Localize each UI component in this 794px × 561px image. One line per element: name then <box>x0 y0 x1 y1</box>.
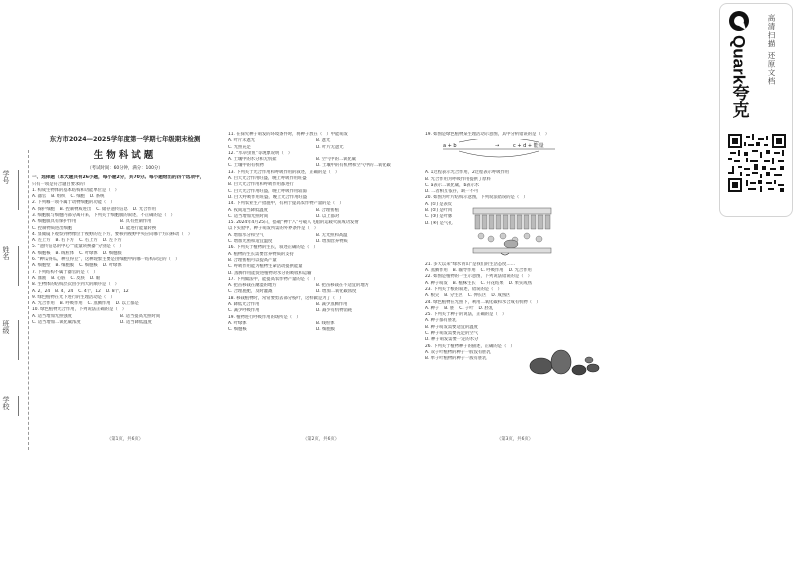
question-8: 8. 生物体的结构层次由小到大的顺序是（ ） <box>32 282 120 288</box>
question-5: 5. “遗传信息的中心”“能量转换器”分别是（ ） <box>32 244 124 250</box>
option: B. 胚 <box>444 305 455 311</box>
binding-label-student-id: 学号 <box>2 170 10 184</box>
option: D. 眼 <box>89 275 101 281</box>
options-11b <box>228 145 414 151</box>
option: A. 叶片未遮光 <box>228 138 256 144</box>
question-16: 16. 下列关于植物的生长，叙述正确的是（ ） <box>228 245 318 251</box>
options-18b <box>228 308 414 314</box>
option: D. 细胞膜 <box>102 250 122 256</box>
option: D. 二者相互依存，缺一不可 <box>425 189 479 195</box>
exam-subject-title: 生物科试题 <box>93 150 157 161</box>
question-19: 19. 植物进行呼吸作用的场所是（ ） <box>228 314 301 320</box>
option: B. 适当提高光照时间 <box>120 313 161 319</box>
option: C. 细胞核 <box>79 263 98 269</box>
quark-brand <box>724 10 754 120</box>
option: D. 增加营养物质 <box>316 239 348 245</box>
quark-slogan: 高清扫描 还原文档 <box>767 14 776 86</box>
option: C. [③] 是叶脉 <box>425 214 453 220</box>
question-15: 15. 2024年4月25日，搭载“神十八”号载人飞船的运载火箭成功发射 <box>228 220 359 226</box>
option: C. 呼吸作用能为植物生命活动提供能量 <box>228 264 303 270</box>
option: D. 以上都对 <box>316 213 340 219</box>
option: D. 光合作用 <box>132 206 157 212</box>
leaf-vein <box>504 240 518 248</box>
option: C. 叶绿体 <box>79 250 98 256</box>
option: A. 叶绿体 <box>228 320 247 326</box>
option: C. 适当增加光照时间 <box>228 213 269 219</box>
option: C. 种子萌发需要充足的空气 <box>425 331 478 337</box>
option: A. 把苗移栽在潮湿的地方 <box>228 283 277 289</box>
option: C. 增加光照和适宜温度 <box>228 239 273 245</box>
leaf-lower-epidermis <box>473 248 551 253</box>
option: D. 以上都是 <box>115 301 139 307</box>
option: C. 皮肤 <box>70 275 85 281</box>
option: B. 植株生长 <box>452 280 476 286</box>
option: C. 开花结果 <box>480 280 504 286</box>
quark-scanner-badge <box>719 3 793 217</box>
option: B. 遮光 <box>316 138 331 144</box>
page-footer: （第1页，共6页） <box>106 437 144 442</box>
option: C. 合理施肥，及时灌溉 <box>228 289 273 295</box>
option: D. 8个，12 <box>105 288 129 294</box>
section-note: 只有一项是符合题目要求的） <box>32 181 88 187</box>
question-10: 10. 绿色植物光合作用，下列说法正确的是（ ） <box>32 307 127 313</box>
binding-strip <box>0 150 34 420</box>
option: D. 左下方 <box>102 238 122 244</box>
option: A. 蒸腾作用 <box>425 268 448 274</box>
quark-brand-name: Quark夸克 <box>729 35 749 119</box>
option: B. 细胞膜 <box>55 263 75 269</box>
question-24: 24. 绿色植物在光照下，利用二氧化碳和水合成有机物（ ） <box>425 299 541 305</box>
binding-label-school: 学校 <box>2 396 10 410</box>
option: A. 光合作用 <box>32 301 55 307</box>
option: B. [②] 是叶肉 <box>425 208 453 214</box>
diagram-curve <box>459 139 539 142</box>
option: A. 植物的生长需要营养物质的支持 <box>228 251 294 257</box>
option: A. 2，24 <box>32 288 51 294</box>
page-column-3 <box>425 126 605 446</box>
page-footer: （第2页，共6页） <box>302 437 340 442</box>
question-23: 23. 下列关于根的叙述，错误的是（ ） <box>425 286 502 292</box>
binding-line <box>18 320 19 360</box>
exam-meta: （考试时间：60分钟，满分：100分） <box>87 166 163 171</box>
page-footer: （第3页，共6页） <box>496 437 534 442</box>
option: C. 白天光合作用旺盛，晚上呼吸作用较弱 <box>228 188 307 194</box>
option: D. 果实成熟 <box>508 280 532 286</box>
option: B. 减少蒸腾作用 <box>316 302 348 308</box>
qr-code-icon <box>728 134 786 192</box>
options-19b <box>228 327 414 333</box>
option: B. 4，24 <box>55 288 74 294</box>
option: B. 组织 <box>51 194 66 200</box>
quark-logo-icon <box>728 10 750 32</box>
option: B. 单子叶植物的种子一般有胚乳 <box>425 356 487 362</box>
option: A. 血液 <box>32 275 47 281</box>
option: B. 线粒体 <box>55 250 75 256</box>
options-3b <box>32 226 218 232</box>
question-13: 13. 下列关于光合作用和呼吸作用的叙述，正确的是（ ） <box>228 169 340 175</box>
option: B. 心脏 <box>51 275 66 281</box>
option: A. [①] 是表皮 <box>425 201 453 207</box>
option: B. 控制物质进出 <box>59 206 92 212</box>
option: D. 叶片无遮光 <box>316 144 344 150</box>
option: B. 线粒体 <box>316 320 335 326</box>
option: A. 增加水分和空气 <box>228 232 264 238</box>
option: C. 4个，12 <box>78 288 101 294</box>
option: A. 根尖 <box>425 293 440 299</box>
leaf-palisade <box>475 215 550 229</box>
option: A. 种子萌发 <box>425 280 448 286</box>
option: A. 种子 <box>425 305 440 311</box>
option: C. 蒸腾作用 <box>87 301 111 307</box>
option: A. 土壤中的水分和无机盐 <box>228 157 277 163</box>
exam-header: 东方市2024—2025学年度第一学期七年级期末检测 <box>49 135 201 143</box>
option: A. 白天光合作用旺盛，晚上呼吸作用旺盛 <box>228 176 307 182</box>
page-column-1 <box>32 126 218 446</box>
question-3: 3. 细胞膜与细胞内部分离开来，下列关于细胞膜的叙述，不正确的是（ ） <box>32 212 175 218</box>
question-22: 22. 如图是植物的一生示意图，下列说法错误的是（ ） <box>425 274 533 280</box>
option: D. 叶绿体 <box>102 263 122 269</box>
question-14: 14. 下列农业生产措施中，有利于提高农作物产量的是（ ） <box>228 201 344 207</box>
option: A. 双子叶植物的种子一般没有胚乳 <box>425 349 491 355</box>
option: C. 伸长区 <box>467 293 487 299</box>
leaf-cross-section-figure <box>471 204 553 260</box>
option: B. 分生区 <box>444 293 463 299</box>
option: C. 细胞核 <box>228 327 247 333</box>
question-19b: 19. 如图是绿色植物某生理活动示意图，其中分析错误的是（ ） <box>425 132 550 137</box>
seed-shape <box>551 350 571 374</box>
page-column-2 <box>228 126 414 446</box>
leaf-upper-epidermis <box>473 208 551 214</box>
option: A. 夜间适当降低温度 <box>228 207 268 213</box>
option: D. 光合作用 <box>508 268 532 274</box>
option: D. 能进行能量转换 <box>120 225 157 231</box>
option: D. 种子萌发需要一定的水分 <box>425 337 479 343</box>
option: A. 左上方 <box>32 238 51 244</box>
option: C. 子叶 <box>459 305 474 311</box>
photosynthesis-diagram <box>439 139 559 165</box>
options-10b <box>32 320 218 326</box>
option: A. 器官 <box>32 194 47 200</box>
option: B. 具有控制作用 <box>120 219 152 225</box>
question-20-options <box>425 202 455 227</box>
question-2: 2. 下列哪一项不属于动物细胞的功能（ ） <box>32 200 115 206</box>
option: B. 空气中的二氧化碳 <box>316 157 357 163</box>
options-17b <box>228 289 414 295</box>
option: D. 土壤中的有机物和空气中的二氧化碳 <box>316 163 391 169</box>
option: B. 呼吸作用 <box>59 301 83 307</box>
diagram-arrow: → <box>495 143 500 150</box>
option: A. 种子都有胚乳 <box>425 318 457 324</box>
question-20: 20. 如图为叶片结构示意图，下列说法错误的是（ ） <box>425 195 528 201</box>
section-heading: 一、选择题（本大题共有26小题，每小题2分，共70分。每小题给出的四个选项中， <box>32 175 205 180</box>
seed-shape <box>585 357 593 363</box>
question-7: 7. 下列结构不属于器官的是（ ） <box>32 269 98 275</box>
option: C. 呼吸作用 <box>480 268 504 274</box>
option: D. 细胞膜 <box>316 327 335 333</box>
options-12b <box>228 163 414 169</box>
question-11: 11. 在探究种子萌发的环境条件时，将种子放在（ ）中能萌发 <box>228 132 348 137</box>
question-25: 25. 下列关于种子的说法，正确的是（ ） <box>425 312 507 318</box>
option: C. 储存遗传信息 <box>96 206 128 212</box>
option: C. 土壤中的有机物 <box>228 163 264 169</box>
option: C. 细胞 <box>70 194 85 200</box>
diagram-products: c + d + 能量 <box>513 143 544 150</box>
option: C. 右上方 <box>79 238 98 244</box>
option: A. 1过程表示光合作用，2过程表示呼吸作用 <box>425 170 510 176</box>
option: B. 右下方 <box>55 238 75 244</box>
option: A. 细胞壁 <box>32 263 51 269</box>
question-18: 18. 移栽植物时，常常要剪去部分枝叶，这样做是为了（ ） <box>228 295 344 301</box>
option: A. 细胞核 <box>32 250 51 256</box>
option: A. 降低光合作用 <box>228 302 260 308</box>
seeds-figure <box>527 346 603 382</box>
question-12: 12. “水草虫鱼”等现象说明（ ） <box>228 150 293 156</box>
option: C. 控制物质进出细胞 <box>32 225 73 231</box>
binding-line <box>18 170 19 210</box>
option: B. 光合作用为呼吸作用提供了原料 <box>425 176 491 182</box>
option: C. 适当增加二氧化碳浓度 <box>32 320 81 326</box>
option: A. 适当增加光照强度 <box>32 313 72 319</box>
exam-sheet <box>32 126 598 446</box>
option: C. a表示二氧化碳，b表示水 <box>425 182 480 188</box>
question-9: 9. 绿色植物在光下进行的生理活动是（ ） <box>32 294 115 300</box>
option: D. [④] 是气孔 <box>425 220 453 226</box>
question-6: 6. “种瓜得瓜，种豆得豆”，这种现象主要是由细胞中的哪一结构决定的（ ） <box>32 257 180 263</box>
diagram-reactants: a + b <box>443 143 457 150</box>
option: B. 输导作用 <box>452 268 476 274</box>
option: A. 细胞膜具有保护作用 <box>32 219 77 225</box>
binding-dashed-line <box>28 150 30 450</box>
option: B. 白天光合作用和呼吸作用都进行 <box>228 182 294 188</box>
option: B. 无光照和高温 <box>316 232 348 238</box>
option: B. 把苗移栽在不适宜的地方 <box>316 283 369 289</box>
binding-label-name: 姓名 <box>2 246 10 260</box>
question-20-body <box>425 202 605 262</box>
option: D. 适当降低温度 <box>120 320 152 326</box>
question-21: 21. 多天以来“绿水青山”是我们的生活态度…… <box>425 261 515 267</box>
question-26: 26. 下列关于植物种子的描述，正确的是（ ） <box>425 343 515 349</box>
binding-line <box>18 396 19 416</box>
binding-label-class: 班级 <box>2 320 10 334</box>
option: D. 减少有机物消耗 <box>316 308 353 314</box>
option: D. 蒸腾作用能促进植物对水分的吸收和运输 <box>228 270 312 276</box>
question-15-cont: 以下实验中，种子萌发所需的外界条件是（ ） <box>228 226 319 232</box>
diagram-curve <box>459 151 539 157</box>
option: D. 胚乳 <box>478 305 494 311</box>
question-1: 1. 构成生物体的基本结构和功能单位是（ ） <box>32 187 120 193</box>
option: D. 成熟区 <box>491 293 511 299</box>
binding-line <box>18 246 19 286</box>
option: D. 增加二氧化碳浓度 <box>316 289 357 295</box>
option: D. 系统 <box>89 194 105 200</box>
option: D. 白天呼吸作用旺盛，晚上光合作用旺盛 <box>228 194 308 200</box>
seed-shape <box>572 365 586 375</box>
question-17: 17. 下列做法中，能提高农作物产量的是（ ） <box>228 276 318 282</box>
option: A. 保护细胞 <box>32 206 55 212</box>
option: C. 减少呼吸作用 <box>228 308 260 314</box>
option: C. 光照充足 <box>228 144 251 150</box>
option: B. 合理密植可以提高产量 <box>228 257 277 263</box>
question-4: 4. 显微镜下观察到物像位于视野的左下方，要移到视野中央应向哪个方向移动（ ） <box>32 231 193 237</box>
option: B. 种子萌发需要适宜的温度 <box>425 324 478 330</box>
seed-shape <box>530 358 552 374</box>
seed-shape <box>587 364 599 372</box>
option: B. 合理密植 <box>316 207 339 213</box>
leaf-stoma <box>501 253 509 255</box>
